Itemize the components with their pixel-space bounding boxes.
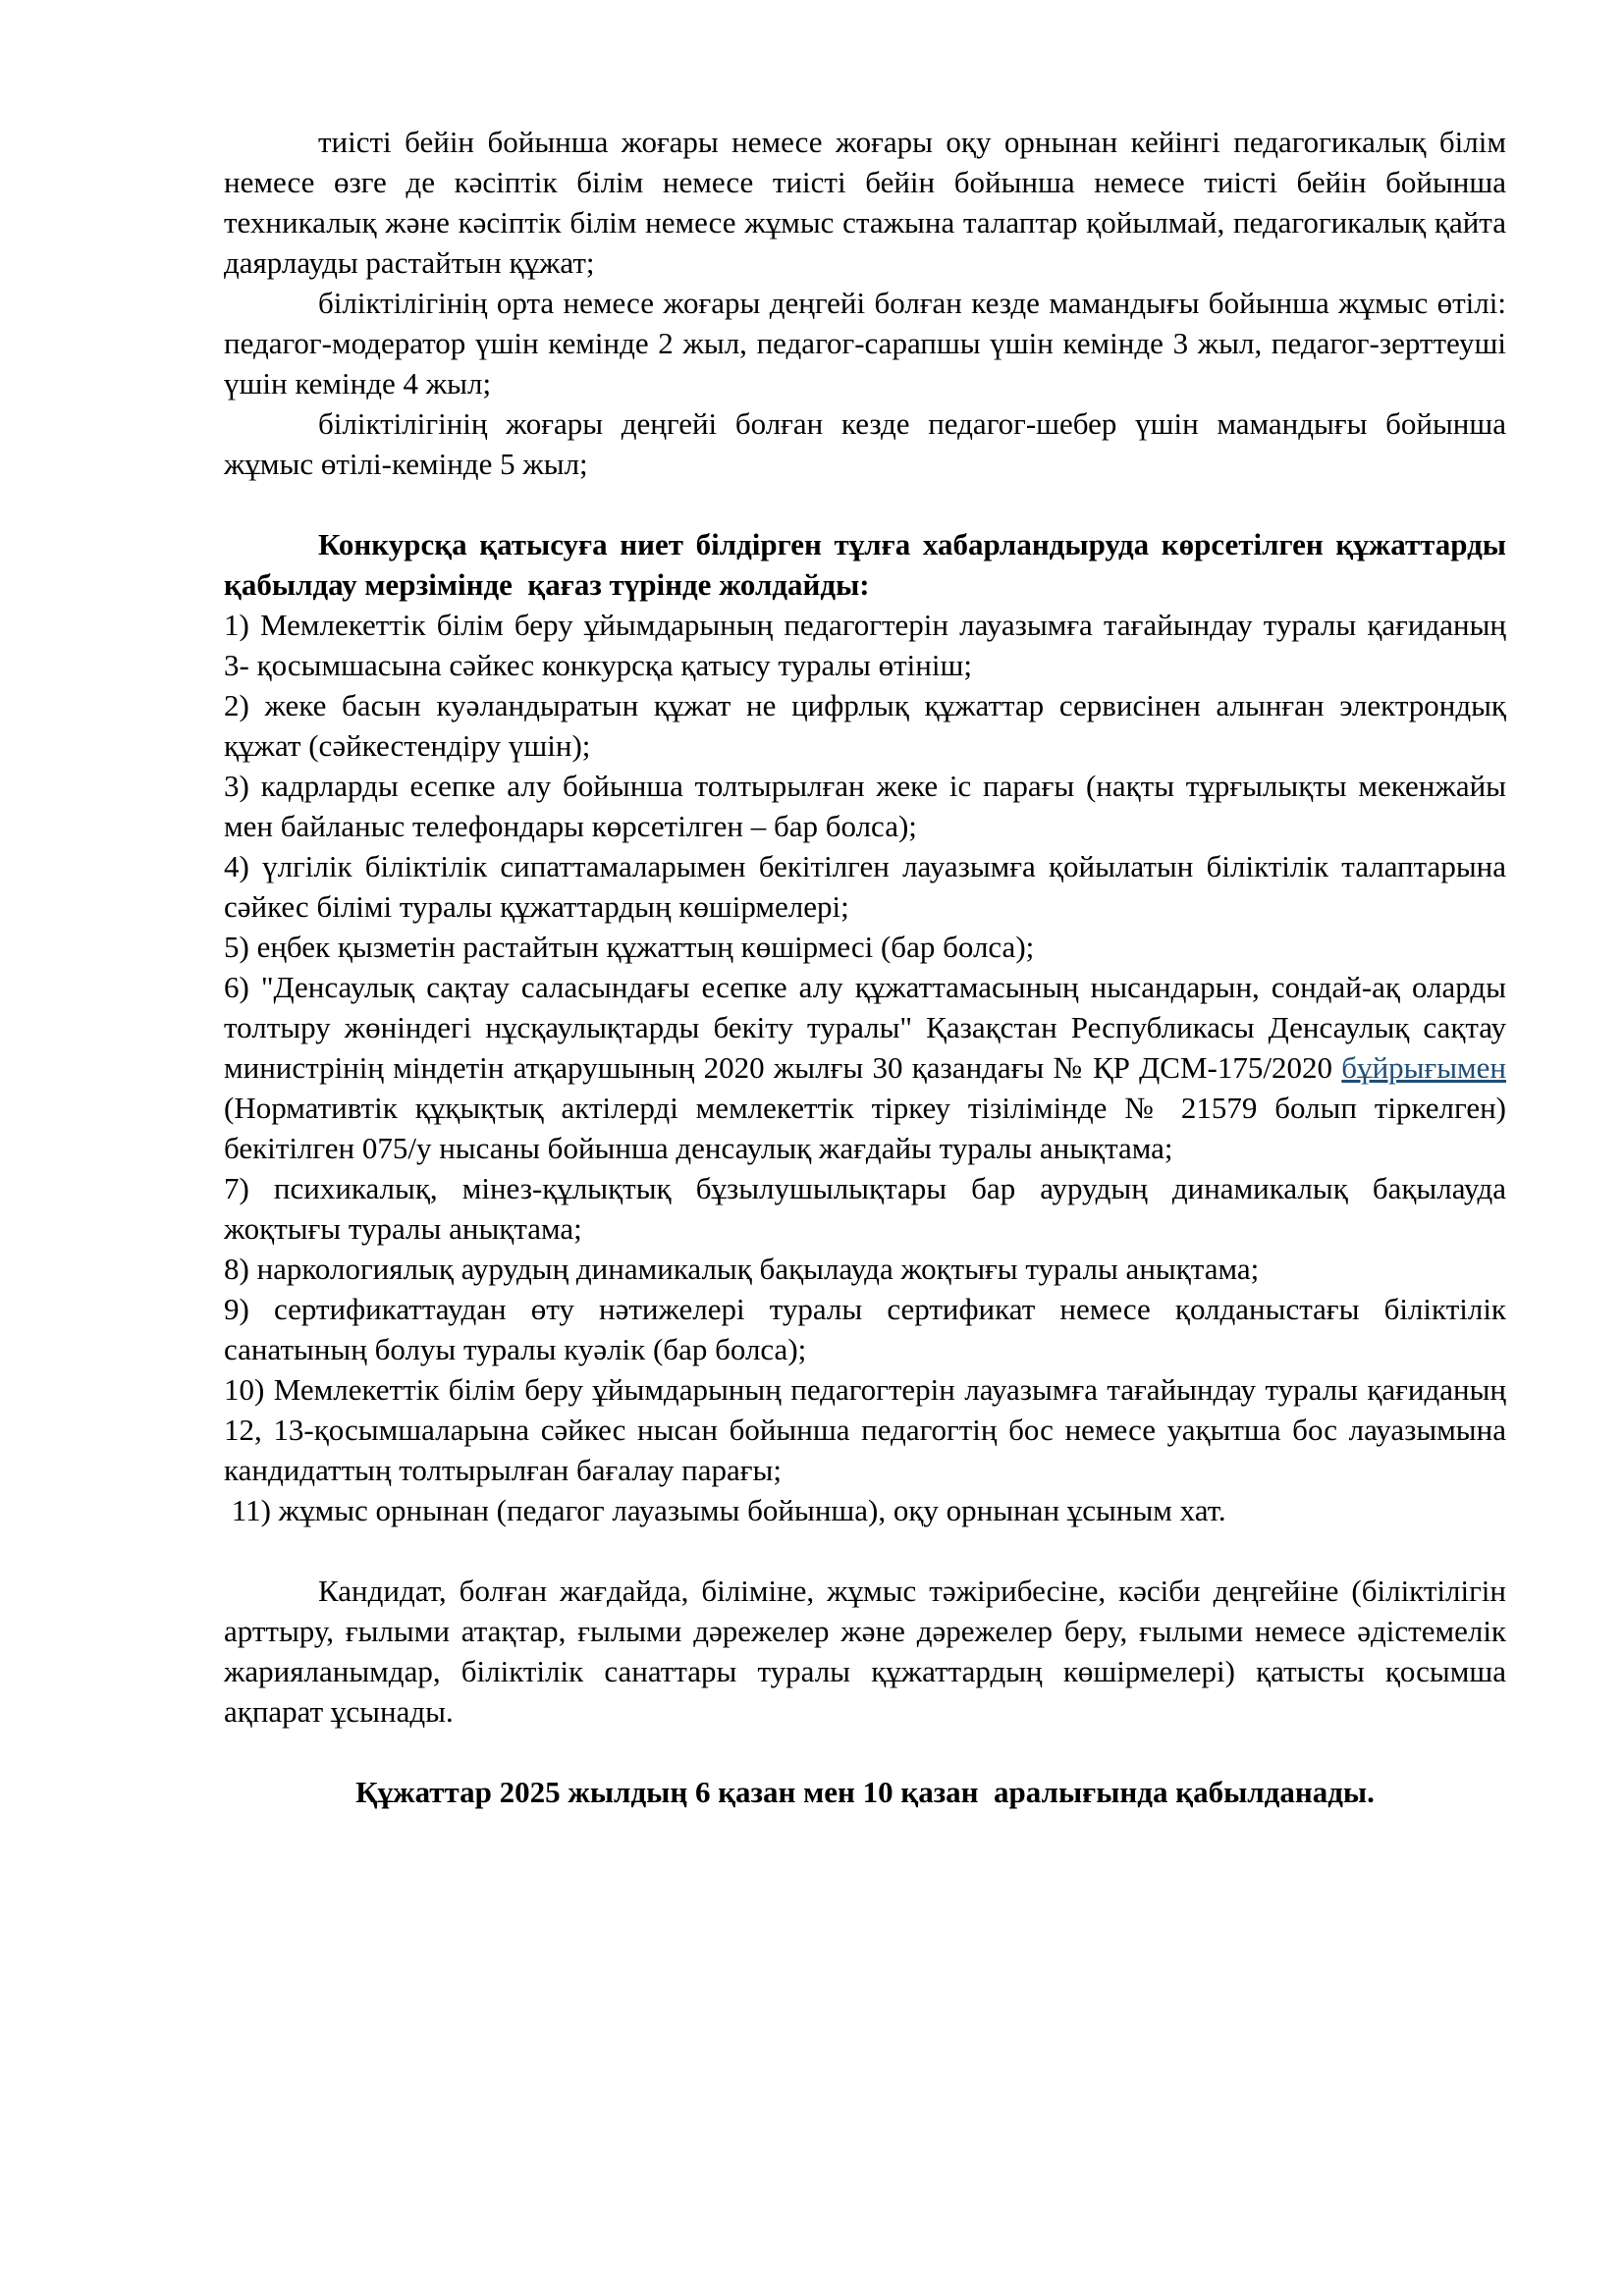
- list-item-7: 7) психикалық, мінез-құлықтық бұзылушылықтары бар аурудың динамикалық бақылауда жоқтығы туралы анықтама;: [224, 1171, 1506, 1246]
- paragraph-candidate-additional-info: Кандидат, болған жағдайда, біліміне, жұмыс тәжірибесіне, кәсіби деңгейіне (біліктілігін арттыру, ғылыми атақтар, ғылыми дәрежелер және дәрежелер беру, ғылыми немесе әдістемелік жарияланымдар, біліктілік санаттары туралы құжаттардың көшірмелері) қатысты қосымша ақпарат ұсынады.: [224, 1574, 1506, 1729]
- list-item-2: 2) жеке басын куәландыратын құжат не цифрлық құжаттар сервисінен алынған электрондық құжат (сәйкестендіру үшін);: [224, 688, 1506, 763]
- list-item-10: 10) Мемлекеттік білім беру ұйымдарының педагогтерін лауазымға тағайындау туралы қағиданың 12, 13-қосымшаларына сәйкес нысан бойынша педагогтің бос немесе уақытша бос лауазымына кандидаттың толтырылған бағалау парағы;: [224, 1372, 1506, 1487]
- list-item-4: 4) үлгілік біліктілік сипаттамаларымен бекітілген лауазымға қойылатын біліктілік талаптарына сәйкес білімі туралы құжаттардың көшірмелері;: [224, 849, 1506, 924]
- blank-line: [224, 1732, 1506, 1772]
- list-item-1: 1) Мемлекеттік білім беру ұйымдарының педагогтерін лауазымға тағайындау туралы қағиданың 3- қосымшасына сәйкес конкурсқа қатысу туралы өтініш;: [224, 608, 1506, 682]
- blank-line: [224, 1530, 1506, 1571]
- list-item-3: 3) кадрларды есепке алу бойынша толтырылған жеке іс парағы (нақты тұрғылықты мекенжайы мен байланыс телефондары көрсетілген – бар болса);: [224, 769, 1506, 843]
- list-item-9: 9) сертификаттаудан өту нәтижелері туралы сертификат немесе қолданыстағы біліктілік санатының болуы туралы куәлік (бар болса);: [224, 1292, 1506, 1366]
- paragraph-experience-mid-high-level: біліктілігінің орта немесе жоғары деңгейі болған кезде мамандығы бойынша жұмыс өтілі: педагог-модератор үшін кемінде 2 жыл, педагог-сарапшы үшін кемінде 3 жыл, педагог-зерттеуші үшін кемінде 4 жыл;: [224, 286, 1506, 400]
- list-item-6-text-before-link: 6) "Денсаулық сақтау саласындағы есепке алу құжаттамасының нысандарын, сондай-ақ оларды толтыру жөніндегі нұсқаулықтарды бекіту туралы" Қазақстан Республикасы Денсаулық сақтау министрінің міндетін атқарушының 2020 жылғы 30 қазандағы № ҚР ДСМ-175/2020: [224, 970, 1506, 1085]
- document-body: [224, 122, 1514, 1812]
- list-item-11: 11) жұмыс орнынан (педагог лауазымы бойынша), оқу орнынан ұсыным хат.: [224, 1493, 1226, 1527]
- order-dsm-175-link[interactable]: бұйрығымен: [1341, 1050, 1506, 1085]
- heading-documents-submission: Конкурсқа қатысуға ниет білдірген тұлға хабарландыруда көрсетілген құжаттарды қабылдау мерзімінде қағаз түрінде жолдайды:: [224, 527, 1514, 602]
- paragraph-education-requirement: тиісті бейін бойынша жоғары немесе жоғары оқу орнынан кейінгі педагогикалық білім немесе өзге де кәсіптік білім немесе тиісті бейін бойынша немесе тиісті бейін бойынша техникалық және кәсіптік білім немесе жұмыс стажына талаптар қойылмай, педагогикалық қайта даярлауды растайтын құжат;: [224, 125, 1506, 280]
- blank-line: [224, 484, 1506, 524]
- paragraph-deadline: Құжаттар 2025 жылдың 6 қазан мен 10 қазан аралығында қабылданады.: [355, 1775, 1375, 1809]
- paragraph-experience-master-level: біліктілігінің жоғары деңгейі болған кезде педагог-шебер үшін мамандығы бойынша жұмыс өтілі-кемінде 5 жыл;: [224, 406, 1506, 481]
- list-item-8: 8) наркологиялық аурудың динамикалық бақылауда жоқтығы туралы анықтама;: [224, 1252, 1260, 1286]
- list-item-6: [224, 967, 1506, 1168]
- list-item-5: 5) еңбек қызметін растайтын құжаттың көшірмесі (бар болса);: [224, 930, 1035, 964]
- list-item-6-text-after-link: (Нормативтік құқықтық актілерді мемлекеттік тіркеу тізілімінде № 21579 болып тіркелген) бекітілген 075/у нысаны бойынша денсаулық жағдайы туралы анықтама;: [224, 1091, 1506, 1165]
